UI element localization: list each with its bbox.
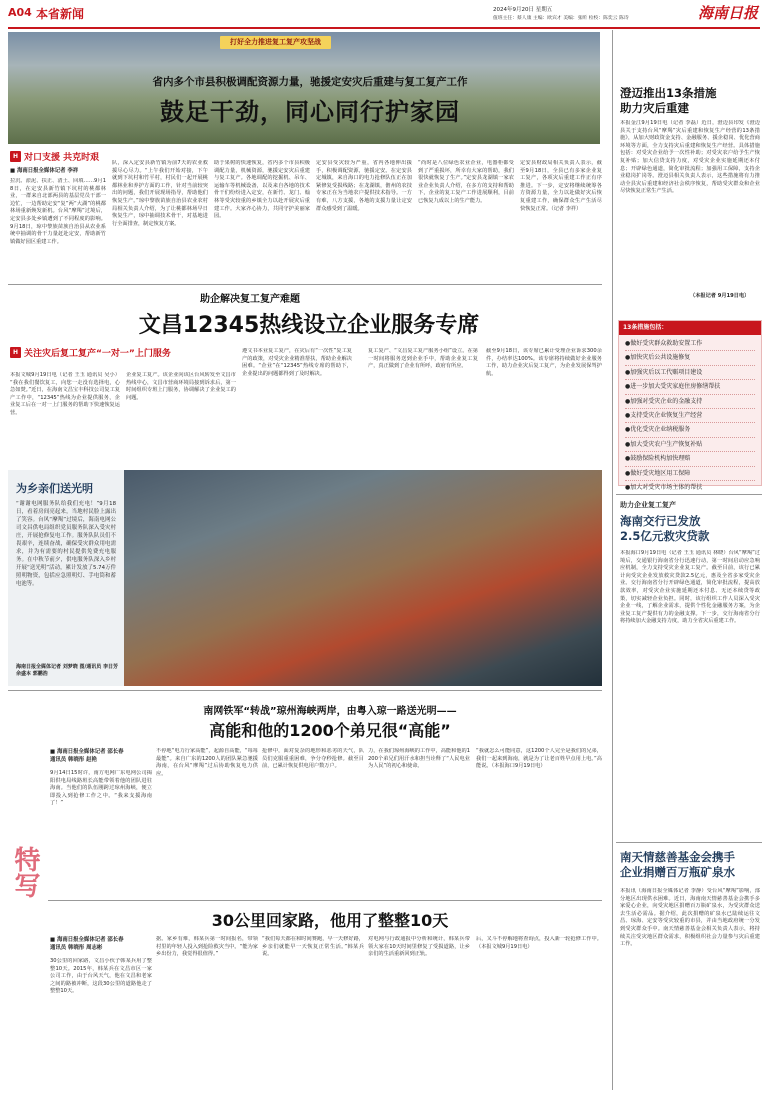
lead-subhead (10, 150, 99, 163)
measure-item: ●优化受灾企业纳税服务 (625, 423, 755, 437)
measure-item: ●做好受灾群众救助安置工作 (625, 337, 755, 351)
lead-title: 鼓足干劲，同心同行护家园 (160, 98, 460, 126)
measure-item: ●加大受灾农户生产恢复补贴 (625, 438, 755, 452)
article2-subhead-text: 关注灾后复工复产“一对一”上门服务 (24, 349, 171, 359)
article4-author: ■ 海南日报全媒体记者 邵长春 通讯员 韩晓彤 周志彬 (50, 937, 124, 951)
sidebar2-kicker: 助力企业复工复产 (620, 501, 676, 509)
measure-item: ●加强对受灾企业的金融支持 (625, 395, 755, 409)
side-tag-special-report: 特写 (10, 846, 40, 898)
banner-label: 打好全力推进复工复产攻坚战 (220, 36, 331, 49)
hk-badge-icon: H (10, 151, 21, 162)
lead-col-1: 拉沉、淤泥、扶正、清土、回填……9月18日，在定安县新竹镇下坑村的桃都林业，一群来自北部两县的基层党员干部一边忙，一边帮助定安“复”两“大湖”的桃都林场重新焕发新机。台风“摩羯”过境后，定安县多处乡镇遭到了不同程度的影响。9月18日，琼中黎族苗族自治县从农业系统中抽调的骨干力量赶赴定安，帮助新竹镇做好园区重建工作。 (10, 178, 106, 245)
hk-badge-icon: H (10, 347, 21, 358)
photo-story-caption: “谢谢电网服务队给我们充电！”9月18日，看着房间亮起来，当地村民脸上露出了笑容。台风“摩羯”过境后，海南电网公司文昌供电局组织党员服务队深入受灾村庄，开展抢修复电工作。服务队队员们不畏艰辛，连续奋战，确保受灾群众用电需求，并为有需要的村民提供免费充电服务。在中秋节前夕，供电服务队深入乡村开展“送光明”活动，累计发放了5.74万件照明物资，包括应急照明灯、手电筒和蓄电池等。 (16, 501, 116, 587)
measure-item: ●进一步加大受灾家庭住房修缮帮扶 (625, 380, 755, 394)
article3-title: 高能和他的1200个弟兄很“高能” (209, 721, 451, 740)
article4-title: 30公里回家路，他用了整整10天 (211, 911, 449, 930)
article3-col-4: 力，在我们琼州海峡的工作中，高能和他的1200个弟兄们用汗水和担当诠释了“人民电业为人民”的初心和使命。 (368, 748, 470, 770)
sidebar2-title2 (620, 850, 760, 880)
lead-subhead-text: 对口支援 共克时艰 (24, 153, 100, 163)
article4-col-3: “我们每天都在和时间赛跑，早一天修好路，乡亲们就能早一天恢复正常生活。”韩某兵说。 (262, 936, 364, 958)
article2-title: 文昌12345热线设立企业服务专席 (138, 313, 480, 338)
newspaper-logo: 海南日报 (698, 4, 759, 22)
lead-author: ■ 海南日报全媒体记者 李祥 (10, 168, 79, 174)
measure-item: ●做好受灾地区用工保障 (625, 467, 755, 481)
article3-col-3: 抢修中，面对复杂的地形和恶劣的天气，队员们克服重重困难，争分夺秒抢修。截至目前，已累计恢复供电用户数万户。 (262, 748, 364, 770)
measure-item: ●加大对受灾市场主体的帮扶 (625, 481, 755, 495)
section-title: 本省新闻 (36, 7, 85, 21)
article2-subhead (10, 346, 171, 359)
article3-col-5: “我就怎么可能同意，这1200个人完全是我们的兄弟，我们一起来到海南，就是为了让老百姓早点用上电。”高能说。（本报海口9月19日电） (476, 748, 602, 770)
measure-item: ●加强灾后以工代赈项目建设 (625, 366, 755, 380)
lead-col-3: 助于果树的快速恢复，省内多个市县积极调配力量，机械资源，驰援定安灾后重建与复工复产。各地调配的挖掘机、吊车、运输车等机械设备，以及来自各地的技术骨干们纷纷进入定安，在新竹、龙门、翰林等受灾较重的乡镇全力以赴开展灾后重建工作。大家齐心协力，共同守护美丽家园。 (214, 160, 310, 220)
article2-col-2: 企业复工复产。该企业向该区台风转发至文昌市热线中心，文昌市营商环境局接到诉求后，第一时间组织专班上门服务，协调解决了企业复工的问题。 (126, 372, 236, 401)
measures-title: 13条措施包括： (623, 324, 668, 331)
measures-box (618, 320, 762, 492)
sidebar1-byline: （本报记者 9月19日电） (690, 293, 750, 299)
photo-story-title: 为乡亲们送光明 (16, 482, 93, 495)
article2-col-1: 本报文城9月19日电（记者 王玉 通讯员 吴小） “我在我们餐饮复工，向您一走没有选择电，心急如焚。”近日，在海南文昌宝丰科技公司复工复产工作中，“12345”热线为企业提供服务，企业复工后在一对一上门服务的帮助下快速恢复运营。 (10, 372, 120, 416)
photo-story-credit: 海南日报全媒体记者 刘梦晓 图/通讯员 李日芳 余盛本 郭鹏浩 (16, 664, 119, 677)
sidebar2-title-line1: 海南交行已发放 (620, 514, 701, 528)
article2-col-5: 截至9月18日，该专席已累计受理企业诉求300余件，办结率达100%。该专席将持续做好企业服务工作，助力企业灾后复工复产，为企业发展保驾护航。 (486, 348, 602, 377)
measures-list (619, 335, 761, 497)
page-number: A04 (8, 6, 32, 19)
lead-col-5: “尚时是八位绿色农业企业，电器柜都受到了严重损坏，所幸有大家的帮助，我们很快就恢复了生产。”定安县龙湖镇一家农业企业负责人介绍，在多方的支持和帮助下，企业的复工复产工作进展顺利，目前已恢复九成以上的生产能力。 (418, 160, 514, 204)
article3-col-2: 不停地“电力行家高能”，起源自高能，“每每最能”。来自广东的1200人的团队紧急驰援海南，在台风“摩羯”过后协助恢复电力供应。 (156, 748, 258, 777)
article2-col-4: 复工复产、“文昌复工复产服务小组”设立。在第一时间将服务送到企业手中，帮助企业复工复产，真正做到了企业有所呼，政府有所应。 (368, 348, 478, 370)
measure-item: ●支持受灾企业恢复生产经营 (625, 409, 755, 423)
article4-col-1: 30公里的回家路，文昌小伙子韩某兵用了整整10天。2015年，韩某兵在文昌市区一家公司工作，由于台风天气，他在文昌和老家之间的路被冲断，这段30公里的道路他走了整整10天。 (50, 958, 152, 995)
article4-col-4: 对电网与行政通报中分析和统计，韩某兵带领大家在10天时间里修复了受损道路，让乡亲们的生活重新回到正轨。 (368, 936, 470, 958)
article4-col-2: 据。家乡有难，韩某兵第一时间报名，带领村里的年轻人投入到抢险救灾当中。“能为家乡出份力，我觉得很值得。” (156, 936, 258, 958)
lead-col-6: 定安县财政局相关负责人表示，截至9月18日，全县已有多家企业复工复产，各项灾后重建工作正有序推进。下一步，定安将继续统筹各方资源力量，全力以赴做好灾后恢复重建工作，确保群众生产生活尽快恢复正常。（记者 李祥） (520, 160, 602, 212)
sidebar2-text: 本报海口9月19日电（记者 王玉 通讯员 林晓）台风“摩羯”过境后，交通银行海南省分行迅速行动，第一时间启动应急响应机制，全力支持受灾企业复工复产。截至目前，该行已累计向受灾企业发放救灾贷款2.5亿元，惠及全省多家受灾企业。交行海南省分行开辟绿色通道，简化审批流程，提高放款效率，对受灾企业实施延期还本付息、无还本续贷等政策，切实减轻企业负担。同时，该行组织工作人员深入受灾企业一线，了解企业需求，提供个性化金融服务方案，为企业复工复产提供有力的金融支撑。下一步，交行海南省分行将持续加大金融支持力度，助力全省灾后重建工作。 (620, 550, 760, 625)
sidebar2-text2: 本报讯（海南日报全媒体记者 李静）受台风“摩羯”影响，部分地区出现供水困难。近日，海南南天情慈善基金会携手多家爱心企业，向受灾地区捐赠百万瓶矿泉水，为受灾群众送去生活必需品。据介绍，此次捐赠的矿泉水已陆续运往文昌、琼海、定安等受灾较重的市县，并由当地政府统一分发到受灾群众手中。南天情慈善基金会相关负责人表示，将持续关注受灾地区群众需求，积极组织社会力量参与灾后重建工作。 (620, 888, 760, 948)
sidebar1-title-line2: 助力灾后重建 (620, 101, 689, 115)
sidebar1-text: 本报金江9月19日电（记者 李磊）近日，澄迈县印发《澄迈县关于支持台风“摩羯”灾后重建和恢复生产经营的13条措施》，从加大财政资金支持、金融服务、援企稳岗、优化营商环境等方面，全力支持灾后重建和恢复生产经营。具体措施包括：对受灾企业给予一次性补助；对受灾农户给予生产恢复补贴；加大信贷支持力度，对受灾企业实施延期还本付息；开辟绿色通道，简化审批流程；加强用工保障，支持企业稳岗扩岗等。澄迈县相关负责人表示，这些措施将有力推动全县灾后重建和经济社会秩序恢复，帮助受灾群众和企业尽快恢复正常生产生活。 (620, 120, 760, 195)
article2-kicker: 助企解决复工复产难题 (200, 294, 300, 305)
article3-col-1: 9月14日15时许，南方电网广东电网公司揭阳供电局线路班长高能带领着他的团队进驻海南。当他们的队伍刚跨过琼州海峡，便立即投入到抢修工作之中。“我来支援海南了！” (50, 770, 152, 807)
lead-kicker: 省内多个市县积极调配资源力量，驰援定安灾后重建与复工复产工作 (152, 76, 468, 88)
masthead (8, 4, 760, 28)
lead-col-4: 定安县受灾较为严重，省内各地伸出援手，积极调配资源，驰援定安。在定安县定城镇，来自海口的电力抢修队伍正在加紧修复受损线路；在龙湖镇，儋州的农技专家正在为当地农户提供技术指导。一方有难，八方支援，各地的支援力量让定安群众感受到了温暖。 (316, 160, 412, 212)
sidebar1-title (620, 86, 760, 116)
sidebar2-title (620, 514, 760, 544)
article2-col-3: 遵文书本业复工复产，在灾后有“一次性”复工复产的政策，对受灾企业精准帮扶，帮助企业解决困难。“企业”在“12345”热线专席的帮助下，企业提出的问题都得到了及时解决。 (242, 348, 352, 377)
measure-item: ●鼓励保险机构加快理赔 (625, 452, 755, 466)
lead-col-2: 队，深入定安县新竹镇为前7天的农业救援尽心尽力。“上午我们开始对接，下午就到下坑村和竹平村，村民们一起开展桃都林业和养护方面的工作，针对当前较突出的问题，我们开展现场指导，帮助他们恢复生产。”琼中黎族苗族自治县农业农村局相关负责人介绍，为了让桃都林场早日恢复生产，琼中抽调技术骨干，对基地进行全面排查，制定恢复方案。 (112, 160, 208, 227)
editors-line: 值班主任：蔡人康 主编：欧宾才 美编：张昕 检校：陈奕云 陈诗 (493, 16, 629, 21)
issue-date: 2024年9月20日 星期五 (493, 7, 553, 13)
measures-title-bar (619, 321, 761, 335)
article3-kicker: 南网铁军“转战”琼州海峡两岸，由粤入琼一路送光明—— (203, 706, 457, 717)
sidebar2-title2-line1: 南天情慈善基金会携手 (620, 850, 735, 864)
measure-item: ●加快灾后公共设施修复 (625, 351, 755, 365)
sidebar1-title-line1: 澄迈推出13条措施 (620, 86, 717, 100)
sidebar2-title2-line2: 企业捐赠百万瓶矿泉水 (620, 865, 735, 879)
sidebar2-title-line2: 2.5亿元救灾贷款 (620, 529, 710, 543)
article3-author: ■ 海南日报全媒体记者 邵长春 通讯员 韩晓彤 赵艳 (50, 749, 124, 763)
article4-col-5: 后，又斗不停解地将查询点，投入新一轮抢修工作中。（本报文城9月19日电） (476, 936, 602, 950)
photo-story-image (124, 470, 602, 686)
